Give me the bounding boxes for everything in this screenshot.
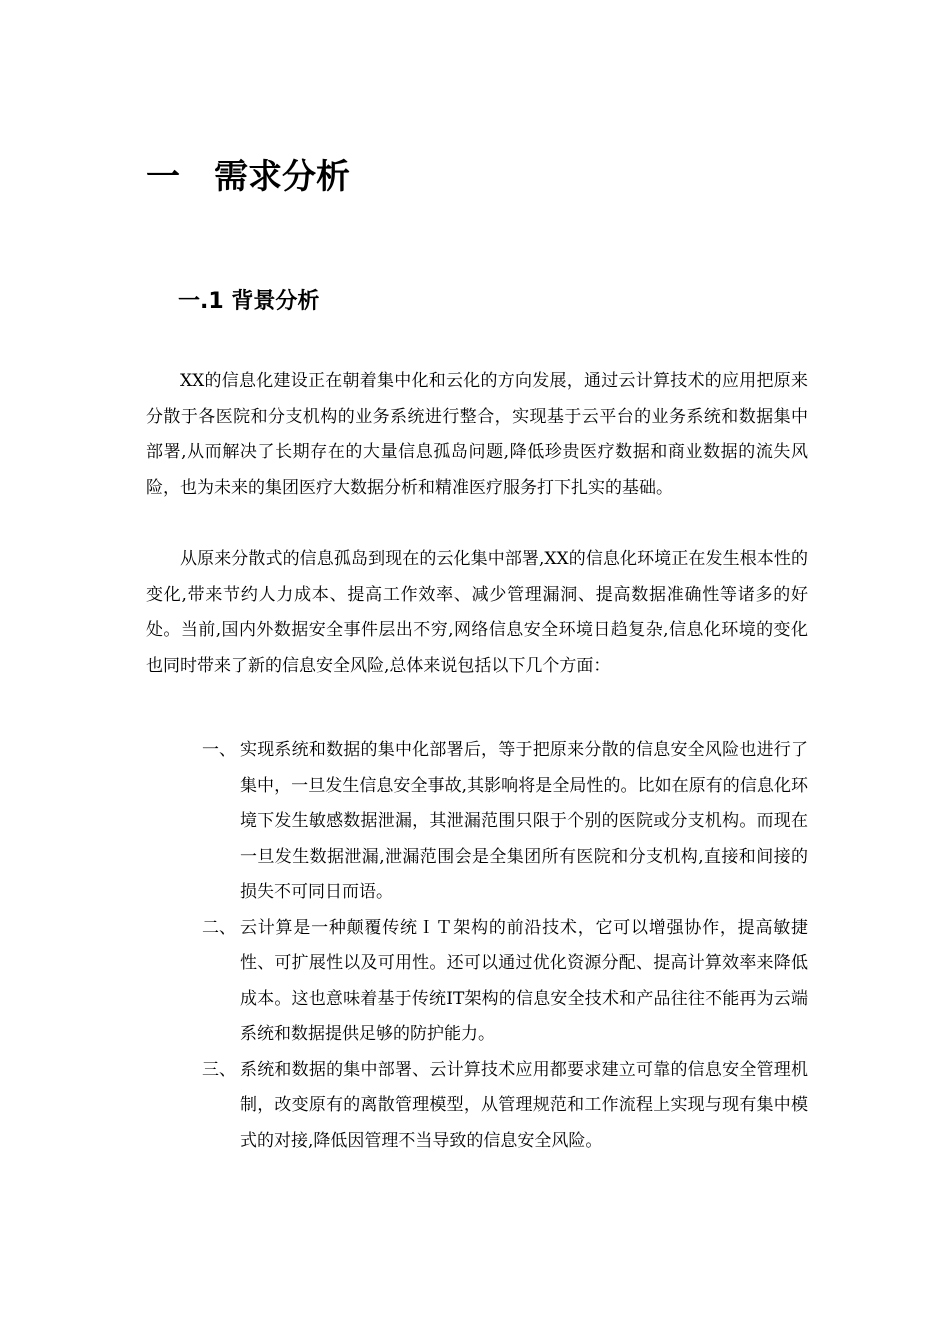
list-marker: 一、 xyxy=(202,740,236,760)
list-item-text: 系统和数据的集中部署、云计算技术应用都要求建立可靠的信息安全管理机制，改变原有的离散管理模型，从管理规范和工作流程上实现与现有集中模式的对接,降低因管理不当导致的信息安全风险。 xyxy=(240,1059,808,1151)
body-paragraph: XX的信息化建设正在朝着集中化和云化的方向发展，通过云计算技术的应用把原来分散于各医院和分支机构的业务系统进行整合，实现基于云平台的业务系统和数据集中部署,从而解决了长期存在的大量信息孤岛问题,降低珍贵医疗数据和商业数据的流失风险，也为未来的集团医疗大数据分析和精准医疗服务打下扎实的基础。 xyxy=(146,371,808,498)
numbered-list xyxy=(146,733,808,1159)
section-heading: 一.1 背景分析 xyxy=(178,289,320,314)
list-item-text: 实现系统和数据的集中化部署后，等于把原来分散的信息安全风险也进行了集中，一旦发生信息安全事故,其影响将是全局性的。比如在原有的信息化环境下发生敏感数据泄漏，其泄漏范围只限于个别的医院或分支机构。而现在一旦发生数据泄漏,泄漏范围会是全集团所有医院和分支机构,直接和间接的损失不可同日而语。 xyxy=(240,740,808,902)
list-item xyxy=(146,1053,808,1160)
chapter-number: 一 xyxy=(146,157,180,197)
chapter-heading xyxy=(146,152,350,202)
list-item-text: 云计算是一种颠覆传统ＩＴ架构的前沿技术，它可以增强协作，提高敏捷性、可扩展性以及可用性。还可以通过优化资源分配、提高计算效率来降低成本。这也意味着基于传统IT架构的信息安全技术和产品往往不能再为云端系统和数据提供足够的防护能力。 xyxy=(240,917,808,1044)
list-marker: 二、 xyxy=(202,917,236,938)
list-item xyxy=(146,733,808,911)
list-item xyxy=(146,911,808,1053)
list-marker: 三、 xyxy=(202,1059,236,1080)
body-paragraph: 从原来分散式的信息孤岛到现在的云化集中部署,XX的信息化环境正在发生根本性的变化,带来节约人力成本、提高工作效率、减少管理漏洞、提高数据准确性等诸多的好处。当前,国内外数据安全事件层出不穷,网络信息安全环境日趋复杂,信息化环境的变化也同时带来了新的信息安全风险,总体来说包括以下几个方面： xyxy=(146,549,808,676)
chapter-title: 需求分析 xyxy=(214,157,350,197)
